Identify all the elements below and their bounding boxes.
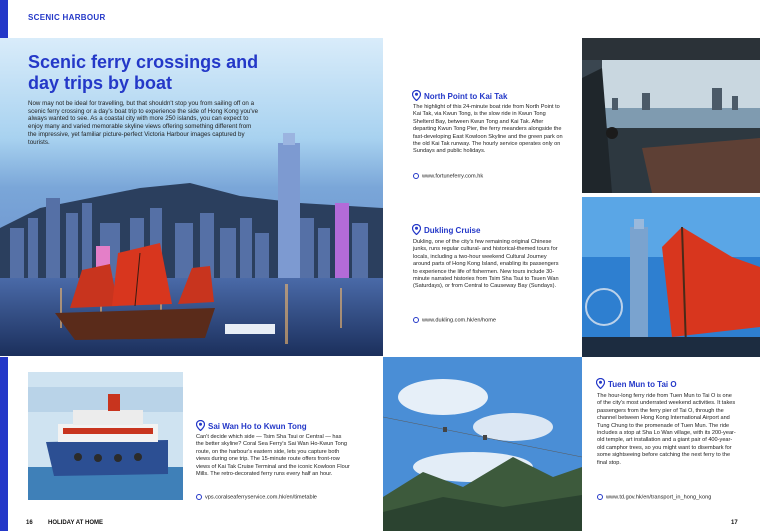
magazine-name: HOLIDAY AT HOME (48, 520, 104, 526)
link-globe-icon (196, 494, 202, 500)
article-title-dukling: Dukling Cruise (424, 226, 481, 235)
location-pin-icon (412, 224, 421, 235)
location-pin-icon (596, 378, 605, 389)
article-link-text[interactable]: www.dukling.com.hk/en/home (422, 317, 496, 324)
page-number-right: 17 (731, 520, 738, 526)
link-globe-icon (597, 494, 603, 500)
article-link-north-point[interactable] (413, 173, 483, 179)
hero-title: Scenic ferry crossings and day trips by boat (28, 52, 259, 93)
ferry-deck-photo (582, 38, 760, 193)
hero-body: Now may not be ideal for travelling, but that shouldn't stop you from sailing off on a scenic ferry crossing or a day's boat trip to experience the side of Hong Kong you've always wanted to see. As a coastal city with more 250 islands, you can expect to enjoy many and varied memorable skyline views offering something different from the impressive, yet familiar picture-perfect Victoria Harbour images captured by tourists. (28, 100, 259, 146)
location-pin-icon (196, 420, 205, 431)
article-title-tuen-mun: Tuen Mun to Tai O (608, 380, 677, 389)
article-body-sai-wan-ho: Can't decide which side — Tsim Sha Tsui or Central — has the better skyline? Coral Sea Ferry's Sai Wan Ho-Kwun Tong route, on the harbour's eastern side, lets you capture both views during one trip. The 15-minute route offers front-row views of Kai Tak Cruise Terminal and the iconic Kowloon Flour Mills. The retro-decorated ferry runs every half an hour. (196, 434, 350, 478)
article-link-sai-wan-ho[interactable] (196, 494, 317, 500)
cable-car-mountain-photo (383, 357, 582, 531)
page-number-left: 16 (26, 520, 33, 526)
location-pin-icon (412, 90, 421, 101)
article-body-dukling: Dukling, one of the city's few remaining original Chinese junks, runs regular cultural- and historical-themed tours for locals, including a two-hour weekend Cultural Journey around parts of Hong Kong Island, enabling its passengers to experience the life of fishermen. New tours include 30-minute narrated histories from Tsim Sha Tsui to Tsuen Wan (Saturdays), or from Central to Causeway Bay (Sundays). (413, 239, 559, 290)
accent-bar-bottom-left (0, 357, 8, 531)
junk-boat-photo (582, 197, 760, 357)
article-link-text[interactable]: vps.coralseaferryservice.com.hk/en/timetable (205, 494, 317, 501)
article-title-north-point: North Point to Kai Tak (424, 92, 508, 101)
link-globe-icon (413, 317, 419, 323)
article-body-tuen-mun: The hour-long ferry ride from Tuen Mun to Tai O is one of the city's most underrated weekend activities. It takes passengers from the ferry pier of Tai O, through the channel between Hong Kong International Airport and Tung Chung to the promenade of Tuen Mun. The ride includes a stop at Sha Lo Wan village, with its 200-year-old temple, art installation and a giant pair of 400-year-old camphor trees, so you might want to disembark for some sightseeing before catching the next ferry to the final stop. (597, 393, 736, 466)
article-body-north-point: The highlight of this 24-minute boat ride from North Point to Kai Tak, via Kwun Tong, is the slow ride in Kwun Tong Shelterd Bay, between Kwun Tong and Kai Tak. After departing Kwun Tong Pier, the ferry meanders alongside the fast-developing East Kowloon Skyline and the green park on the old Kai Tak runway. The hourly service operates only on Sundays and public holidays. (413, 104, 563, 155)
article-link-text[interactable]: www.fortuneferry.com.hk (422, 173, 484, 180)
article-link-tuen-mun[interactable] (597, 494, 711, 500)
accent-bar-top-left (0, 0, 8, 38)
link-globe-icon (413, 173, 419, 179)
article-title-sai-wan-ho: Sai Wan Ho to Kwun Tong (208, 422, 307, 431)
article-link-dukling[interactable] (413, 317, 496, 323)
article-link-text[interactable]: www.td.gov.hk/en/transport_in_hong_kong (606, 494, 712, 501)
section-label: SCENIC HARBOUR (28, 13, 106, 22)
sai-wan-ho-ferry-photo (28, 372, 183, 500)
